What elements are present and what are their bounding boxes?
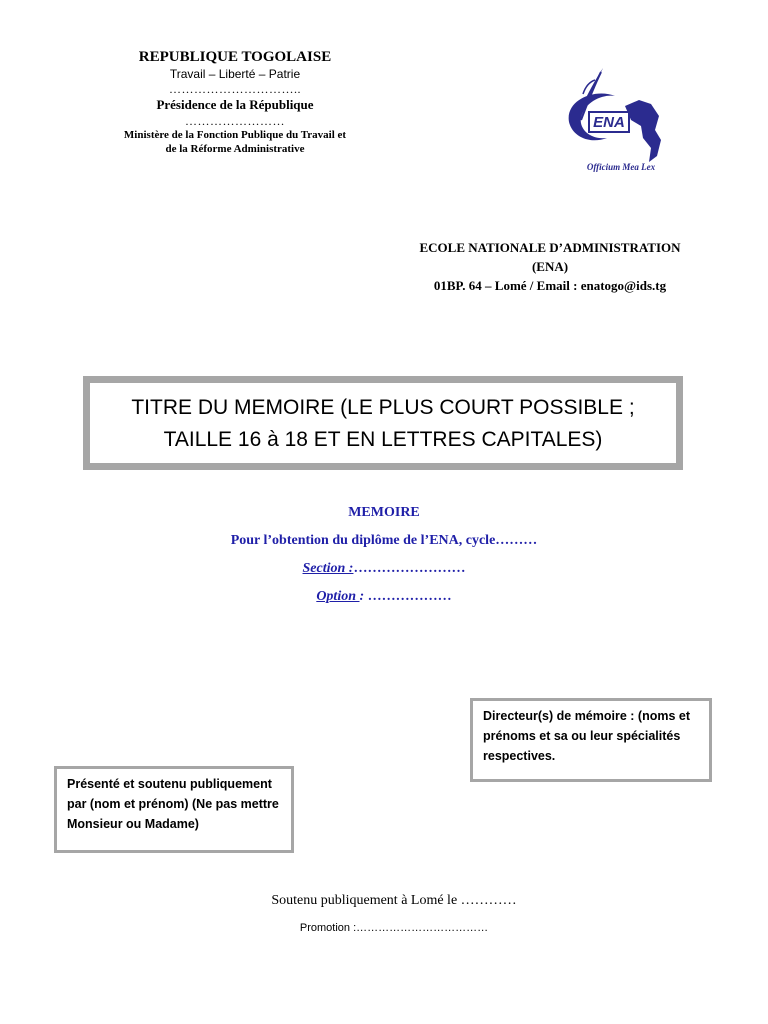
option-line	[0, 589, 768, 605]
republic-name: REPUBLIQUE TOGOLAISE	[138, 49, 332, 65]
presenter-text: Présenté et soutenu publiquement par (nom et prénom) (Ne pas mettre Monsieur ou Madame)	[67, 777, 279, 831]
thesis-title-line-1: TITRE DU MEMOIRE (LE PLUS COURT POSSIBLE ;	[131, 396, 635, 419]
section-line	[0, 561, 768, 577]
thesis-title-box	[83, 376, 683, 470]
school-name: ECOLE NATIONALE D’ADMINISTRATION	[419, 240, 681, 255]
header-left	[60, 48, 410, 156]
option-label: Option	[316, 589, 360, 604]
school-block	[380, 238, 720, 295]
promotion-line: Promotion :………………………………	[299, 922, 489, 934]
section-label: Section :	[302, 561, 354, 576]
director-text: Directeur(s) de mémoire : (noms et prénoms et sa ou leur spécialités respectives.	[483, 709, 690, 763]
ena-logo	[555, 60, 675, 185]
diploma-purpose: Pour l’obtention du diplôme de l’ENA, cycle………	[230, 533, 538, 548]
ena-logo-graphic	[555, 60, 675, 185]
school-address: 01BP. 64 – Lomé / Email : enatogo@ids.tg	[433, 278, 667, 293]
ena-logo-motto: Officium Mea Lex	[586, 162, 656, 172]
memoire-heading: MEMOIRE	[348, 505, 420, 520]
option-colon: :	[359, 589, 365, 604]
director-box	[470, 698, 712, 782]
section-dots: ……………………	[353, 561, 466, 576]
separator-dots-2: ……………………	[185, 114, 285, 128]
presidency-name: Présidence de la République	[156, 97, 314, 112]
ministry-line-1: Ministère de la Fonction Publique du Travail et	[123, 129, 347, 141]
ena-logo-text: ENA	[593, 114, 625, 131]
defense-line: Soutenu publiquement à Lomé le …………	[271, 893, 517, 908]
thesis-title	[90, 392, 676, 456]
ministry-line-2: de la Réforme Administrative	[165, 143, 305, 155]
presenter-box	[54, 766, 294, 853]
separator-dots: …………………………..	[169, 82, 301, 96]
thesis-title-line-2: TAILLE 16 à 18 ET EN LETTRES CAPITALES)	[163, 428, 603, 451]
national-motto: Travail – Liberté – Patrie	[169, 67, 301, 81]
option-dots: ………………	[364, 589, 452, 604]
school-abbreviation: (ENA)	[531, 259, 569, 274]
